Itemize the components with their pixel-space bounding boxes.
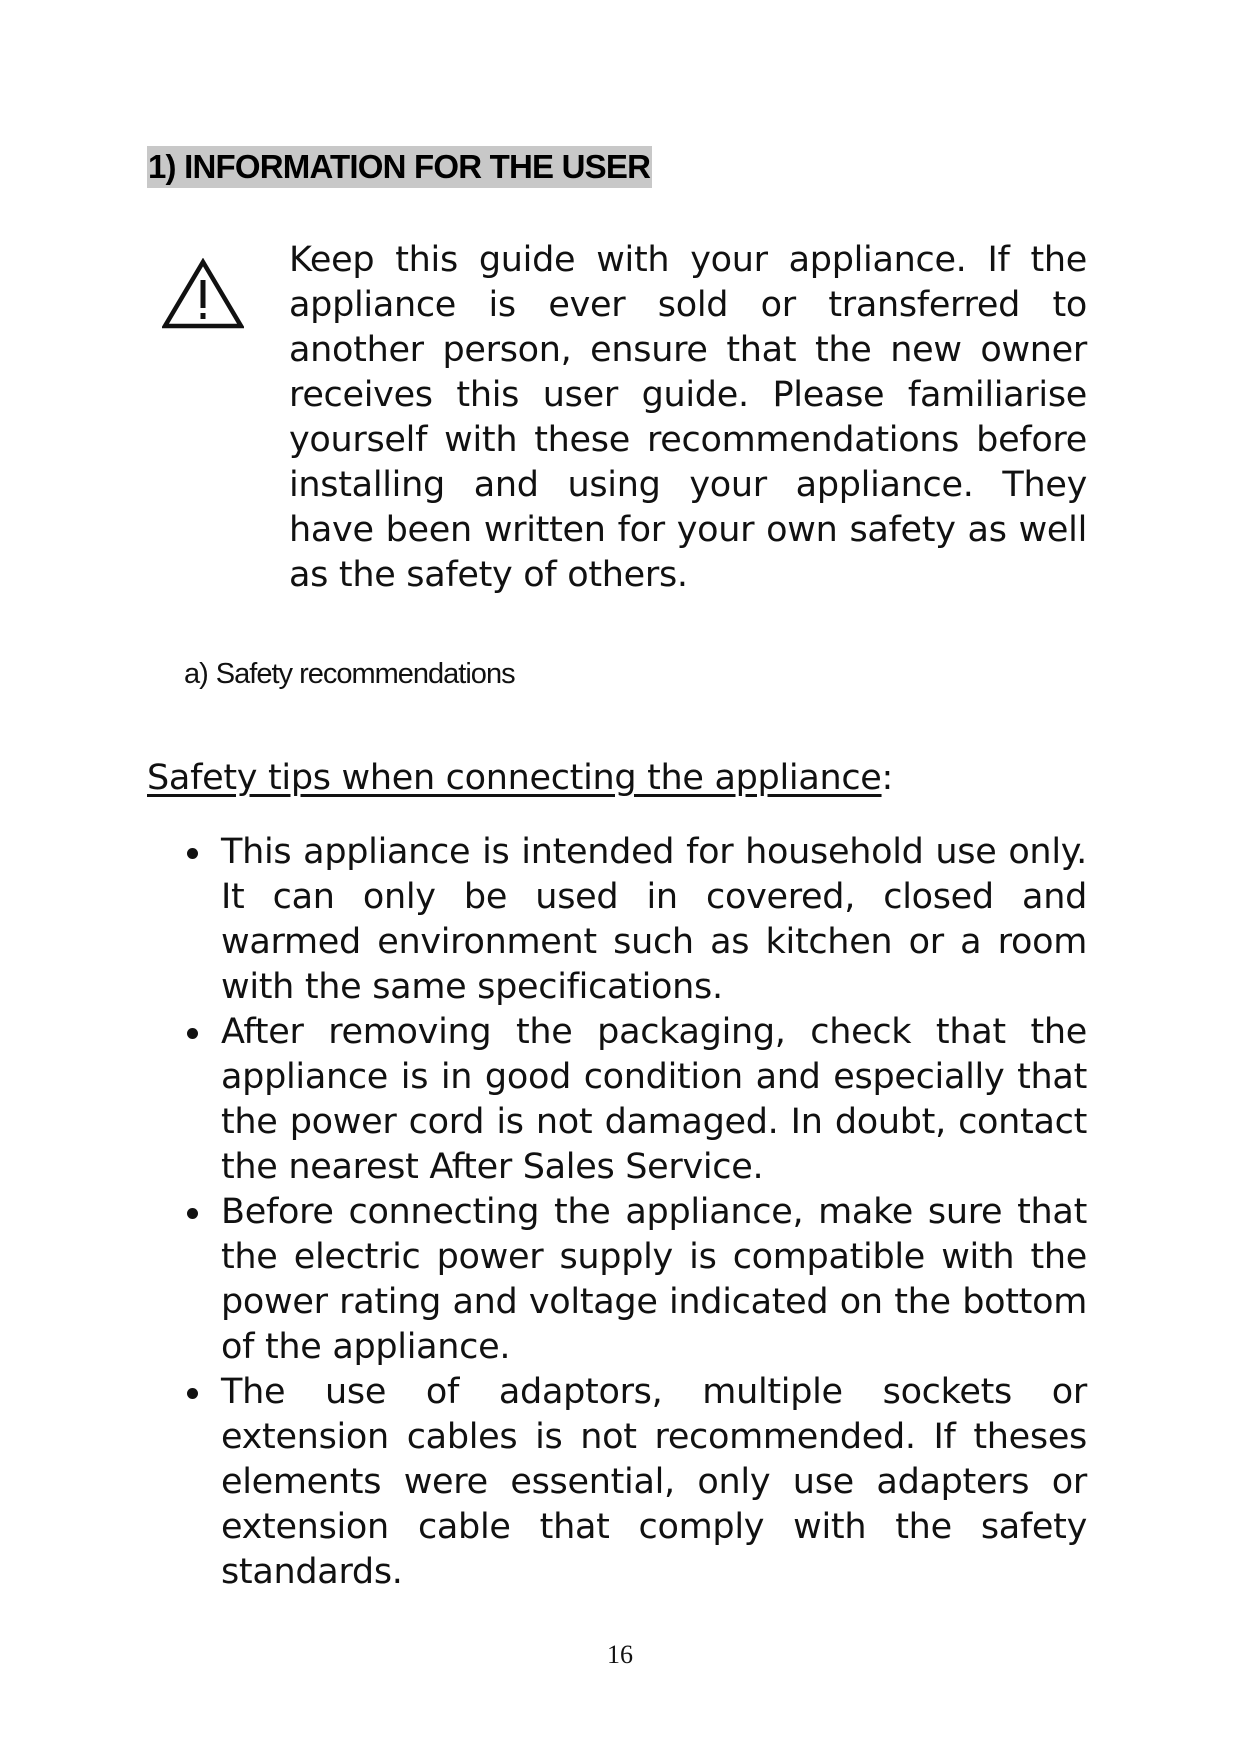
- list-item: [184, 1370, 1087, 1595]
- warning-icon: [162, 258, 244, 330]
- intro-paragraph: Keep this guide with your appliance. If the appliance is ever sold or transferred to another person, ensure that the new owner receives this user guide. Please familiarise yourself with these recommendations before installing and using your appliance. They have been written for your own safety as well as the safety of others.: [289, 240, 1087, 595]
- bullet-icon: [187, 1388, 198, 1399]
- tips-heading-text: Safety tips when connecting the appliance: [147, 758, 882, 798]
- safety-tips-list: [184, 830, 1087, 1595]
- subsection-label: Safety recommendations: [215, 658, 515, 690]
- bullet-icon: [187, 1028, 198, 1039]
- list-item: [184, 830, 1087, 1010]
- list-item-text: This appliance is intended for household use only. It can only be used in covered, closed and warmed environment such as kitchen or a room with the same specifications.: [221, 832, 1087, 1007]
- list-item: [184, 1190, 1087, 1370]
- subsection-marker: a): [184, 658, 208, 690]
- list-item: [184, 1010, 1087, 1190]
- bullet-icon: [187, 1208, 198, 1219]
- list-item-text: After removing the packaging, check that the appliance is in good condition and especially that the power cord is not damaged. In doubt, contact the nearest After Sales Service.: [221, 1012, 1087, 1187]
- page-number: 16: [607, 1640, 633, 1669]
- bullet-icon: [187, 848, 198, 859]
- list-item-text: The use of adaptors, multiple sockets or extension cables is not recommended. If theses elements were essential, only use adapters or extension cable that comply with the safety standards.: [221, 1372, 1087, 1592]
- list-item-text: Before connecting the appliance, make sure that the electric power supply is compatible with the power rating and voltage indicated on the bottom of the appliance.: [221, 1192, 1087, 1367]
- tips-heading: [147, 756, 893, 801]
- tips-heading-colon: :: [881, 758, 894, 798]
- section-heading: 1) INFORMATION FOR THE USER: [147, 146, 652, 188]
- subsection-title: [184, 656, 515, 692]
